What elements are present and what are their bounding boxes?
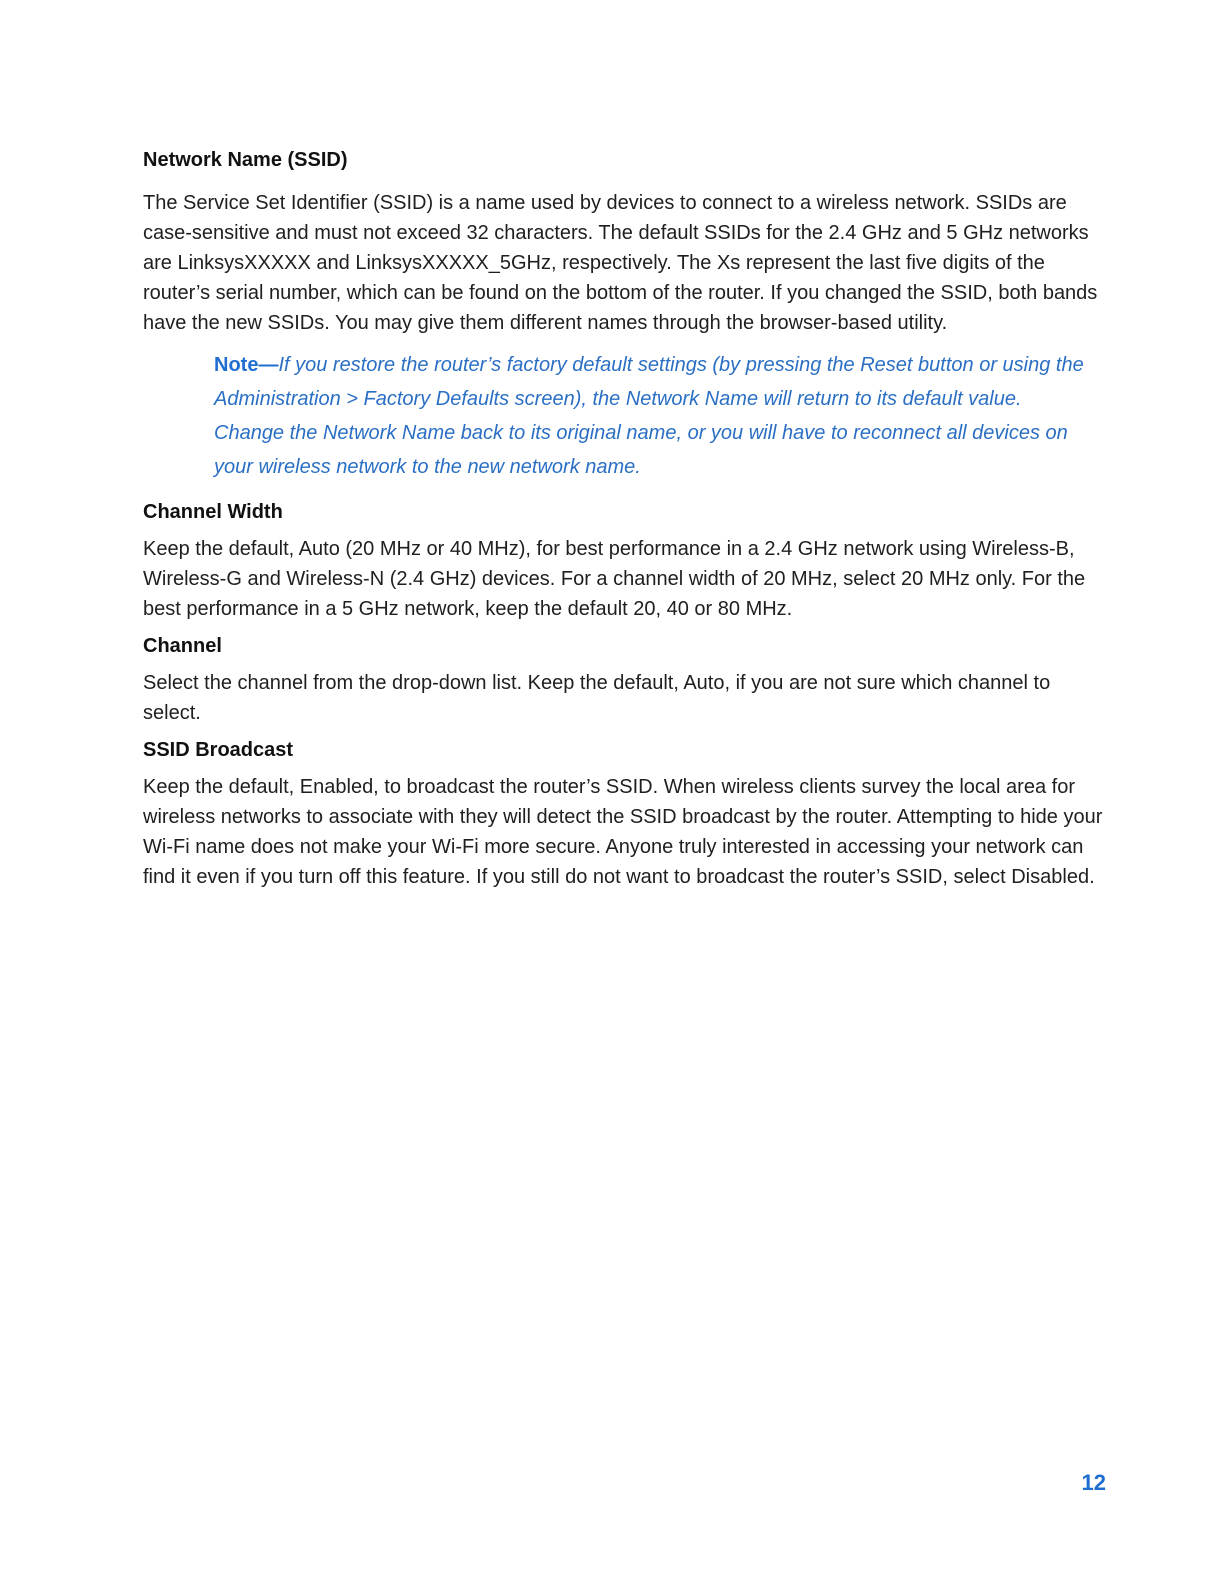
paragraph-ssid-broadcast: Keep the default, Enabled, to broadcast the router’s SSID. When wireless clients survey the local area for wireless networks to associate with they will detect the SSID broadcast by the router. Attempting to hide your Wi-Fi name does not make your Wi-Fi more secure. Anyone truly interested in accessing your network can find it even if you turn off this feature. If you still do not want to broadcast the router’s SSID, select Disabled. — [143, 776, 1103, 888]
paragraph-channel: Select the channel from the drop-down list. Keep the default, Auto, if you are not sure which channel to select. — [143, 672, 1051, 724]
heading-ssid-broadcast: SSID Broadcast — [143, 739, 294, 761]
note-text: If you restore the router’s factory default settings (by pressing the Reset button or using the Administration > Factory Defaults screen), the Network Name will return to its default value. Change the Network Name back to its original name, or you will have to reconnect all devices on your wireless network to the new network name. — [214, 354, 1084, 478]
heading-channel: Channel — [143, 635, 222, 657]
paragraph-network-name: The Service Set Identifier (SSID) is a name used by devices to connect to a wireless network. SSIDs are case-sensitive and must not exceed 32 characters. The default SSIDs for the 2.4 GHz and 5 GHz networks are LinksysXXXXX and LinksysXXXXX_5GHz, respectively. The Xs represent the last five digits of the router’s serial number, which can be found on the bottom of the router. If you changed the SSID, both bands have the new SSIDs. You may give them different names through the browser-based utility. — [143, 192, 1098, 334]
heading-network-name: Network Name (SSID) — [143, 149, 348, 171]
page-number: 12 — [1081, 1470, 1106, 1495]
note-label: Note— — [214, 354, 279, 376]
page-content — [143, 146, 1109, 892]
note-network-name — [214, 348, 1094, 484]
heading-channel-width: Channel Width — [143, 501, 283, 523]
paragraph-channel-width: Keep the default, Auto (20 MHz or 40 MHz), for best performance in a 2.4 GHz network using Wireless-B, Wireless-G and Wireless-N (2.4 GHz) devices. For a channel width of 20 MHz, select 20 MHz only. For the best performance in a 5 GHz network, keep the default 20, 40 or 80 MHz. — [143, 538, 1086, 620]
